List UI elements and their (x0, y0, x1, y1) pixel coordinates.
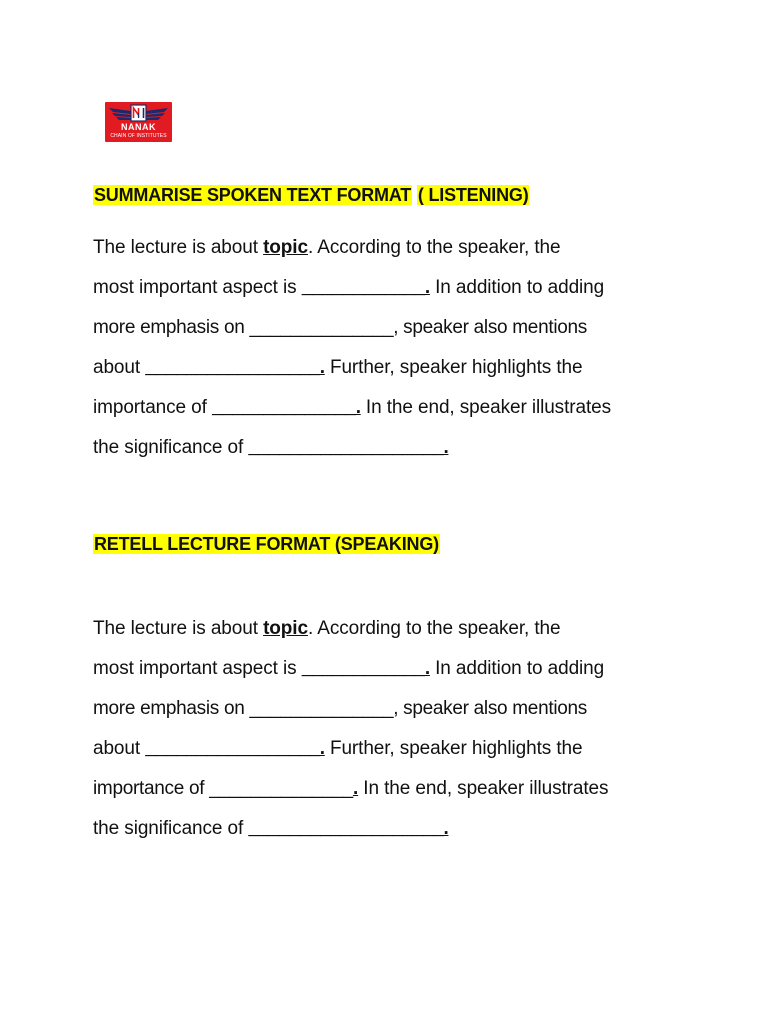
blank-field: ____________. (301, 658, 430, 679)
line-text: more emphasis on ______________, speaker also mentions (93, 698, 587, 719)
line-text: Further, speaker highlights the (324, 357, 583, 378)
paragraph-line (93, 308, 713, 348)
heading-text: SUMMARISE SPOKEN TEXT FORMAT (94, 185, 412, 205)
line-text: In the end, speaker illustrates (358, 778, 609, 799)
line-text: the significance of (93, 437, 249, 458)
heading-text-suffix: ( LISTENING) (417, 185, 529, 205)
line-text: The lecture is about (93, 237, 264, 258)
line-text: about (93, 738, 146, 759)
paragraph-line (93, 809, 713, 849)
blank-field: ___________________. (248, 818, 449, 839)
paragraph-line (93, 388, 713, 428)
line-text: more emphasis on ______________, speaker also mentions (93, 317, 587, 338)
topic-keyword: topic (263, 618, 308, 639)
section-heading-summarise (93, 184, 529, 206)
paragraph-line (93, 609, 713, 649)
line-text: the significance of (93, 818, 249, 839)
paragraph-line (93, 689, 713, 729)
logo-subtitle: CHAIN OF INSTITUTES (110, 133, 167, 139)
paragraph-line (93, 228, 713, 268)
line-text: about (93, 357, 146, 378)
nanak-logo (105, 102, 172, 142)
line-text: Further, speaker highlights the (324, 738, 583, 759)
line-text: most important aspect is (93, 277, 302, 298)
line-text: importance of (93, 397, 212, 418)
paragraph-line (93, 348, 713, 388)
blank-field: ____________. (301, 277, 430, 298)
line-text: most important aspect is (93, 658, 302, 679)
section-heading-retell (93, 533, 440, 555)
line-text: The lecture is about (93, 618, 264, 639)
topic-keyword: topic (263, 237, 308, 258)
paragraph-line (93, 729, 713, 769)
paragraph-line (93, 649, 713, 689)
line-text: In addition to adding (429, 277, 605, 298)
line-text: importance of ______________ (93, 778, 353, 799)
blank-field: _________________. (145, 357, 325, 378)
line-text: . According to the speaker, the (307, 618, 561, 639)
wings-emblem-icon (105, 102, 172, 124)
paragraph-line (93, 769, 713, 809)
line-text: In the end, speaker illustrates (360, 397, 611, 418)
blank-field: ___________________. (248, 437, 449, 458)
blank-field: . (352, 778, 359, 799)
blank-field: ______________. (212, 397, 361, 418)
heading-text: RETELL LECTURE FORMAT (SPEAKING) (94, 534, 439, 554)
paragraph-line (93, 268, 713, 308)
retell-template-paragraph (93, 609, 713, 849)
line-text: In addition to adding (429, 658, 605, 679)
paragraph-line (93, 428, 713, 468)
logo-name: NANAK (121, 122, 156, 132)
line-text: . According to the speaker, the (307, 237, 561, 258)
blank-field: _________________. (145, 738, 325, 759)
summarise-template-paragraph (93, 228, 713, 468)
